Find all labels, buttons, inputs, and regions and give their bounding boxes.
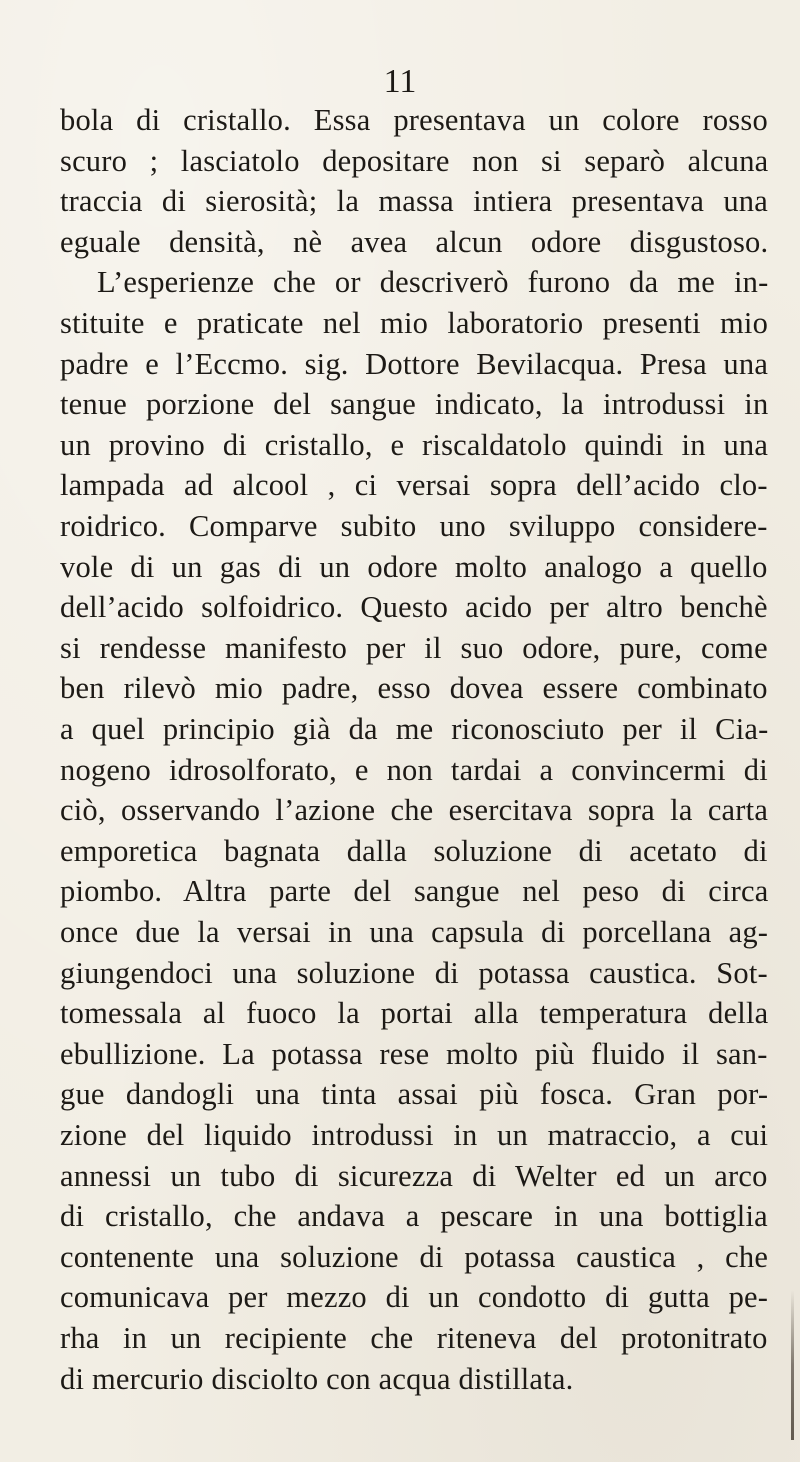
text-line: scuro ; lasciatolo depositare non si separò alcuna [60, 143, 769, 178]
text-line: L’esperienze che or descriverò furono da me in- [97, 265, 769, 300]
text-line: vole di un gas di un odore molto analogo a quello [60, 549, 768, 584]
text-line: roidrico. Comparve subito uno sviluppo considere- [60, 509, 768, 543]
text-line: tomessala al fuoco la portai alla temperatura della [60, 996, 769, 1031]
text-line: ciò, osservando l’azione che esercitava sopra la carta [60, 793, 769, 828]
text-line: bola di cristallo. Essa presentava un colore rosso [60, 103, 768, 137]
text-line: si rendesse manifesto per il suo odore, pure, come [60, 630, 768, 665]
text-line: ben rilevò mio padre, esso dovea essere combinato [60, 671, 768, 706]
text-line: padre e l’Eccmo. sig. Dottore Bevilacqua. Presa una [60, 346, 769, 381]
text-line: traccia di sierosità; la massa intiera presentava una [60, 184, 768, 219]
text-line: nogeno idrosolforato, e non tardai a convincermi di [60, 752, 768, 787]
text-line: piombo. Altra parte del sangue nel peso di circa [60, 874, 769, 909]
text-line: a quel principio già da me riconosciuto per il Cia- [60, 712, 769, 746]
text-line: ebullizione. La potassa rese molto più fluido il san- [60, 1036, 768, 1071]
text-line: gue dandogli una tinta assai più fosca. Gran por- [60, 1077, 769, 1112]
text-line: emporetica bagnata dalla soluzione di acetato di [60, 833, 768, 868]
text-line: once due la versai in una capsula di porcellana ag- [60, 915, 769, 949]
text-line: eguale densità, nè avea alcun odore disgustoso. [60, 224, 769, 259]
text-line: di mercurio disciolto con acqua distillata. [60, 1361, 574, 1396]
text-line: zione del liquido introdussi in un matraccio, a cui [60, 1118, 769, 1152]
text-line: rha in un recipiente che riteneva del protonitrato [60, 1321, 768, 1355]
text-line: annessi un tubo di sicurezza di Welter ed un arco [60, 1158, 768, 1193]
text-line: giungendoci una soluzione di potassa caustica. Sot- [60, 955, 768, 990]
text-line: lampada ad alcool , ci versai sopra dell’acido clo- [60, 468, 768, 503]
text-line: tenue porzione del sangue indicato, la introdussi in [60, 387, 769, 422]
text-line: contenente una soluzione di potassa caustica , che [60, 1239, 769, 1274]
text-line: stituite e praticate nel mio laboratorio presenti mio [60, 306, 769, 340]
text-line: un provino di cristallo, e riscaldatolo quindi in una [60, 427, 769, 462]
text-line: comunicava per mezzo di un condotto di gutta pe- [60, 1280, 769, 1315]
page-number: 11 [383, 63, 417, 100]
page-edge-shadow [791, 1290, 794, 1440]
text-line: di cristallo, che andava a pescare in una bottiglia [60, 1199, 768, 1234]
text-line: dell’acido solfoidrico. Questo acido per altro benchè [60, 590, 768, 625]
